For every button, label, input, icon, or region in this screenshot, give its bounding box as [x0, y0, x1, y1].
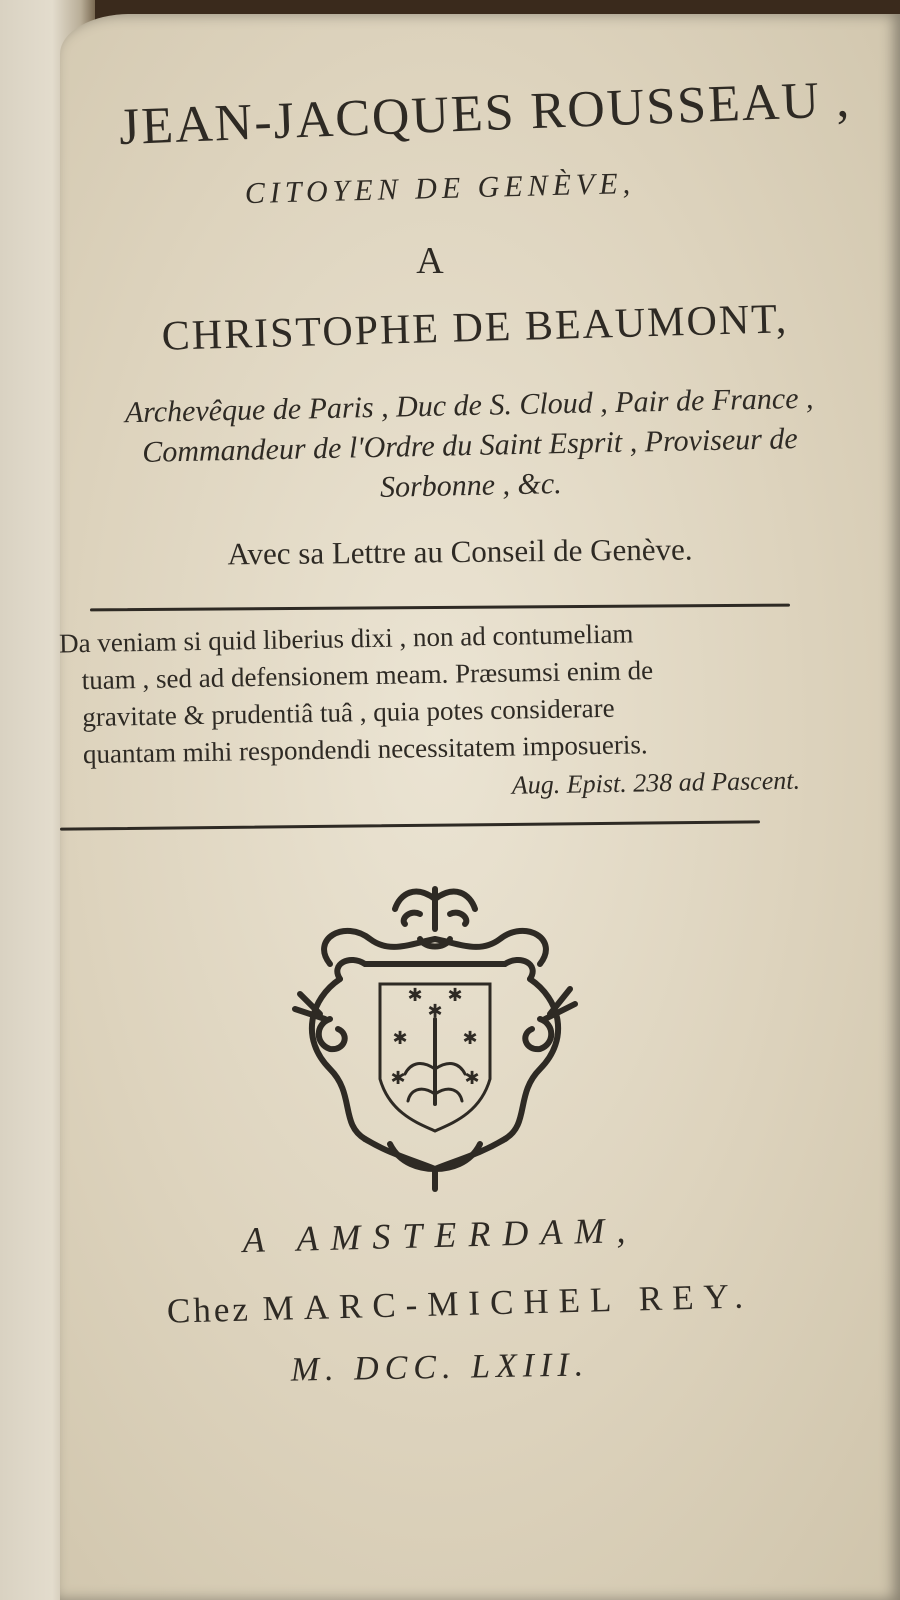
svg-text:✱: ✱ — [462, 1028, 478, 1049]
divider-rule-bottom — [60, 820, 760, 830]
svg-text:✱: ✱ — [407, 985, 423, 1006]
svg-text:✱: ✱ — [427, 1001, 443, 1022]
epigraph — [59, 613, 801, 774]
recipient-titles: Archevêque de Paris , Duc de S. Cloud , Pair de France , Commandeur de l'Ordre du Saint Esprit , Proviseur de Sorbonne , &c. — [124, 381, 814, 504]
svg-text:✱: ✱ — [447, 985, 463, 1006]
epigraph-citation: Aug. Epist. 238 ad Pascent. — [511, 765, 801, 800]
svg-text:✱: ✱ — [392, 1028, 408, 1049]
epigraph-line: gravitate & prudentiâ tuâ , quia potes considerare — [82, 692, 615, 733]
imprint-publisher-line — [90, 1274, 831, 1333]
recipient-name: CHRISTOPHE DE BEAUMONT, — [161, 296, 789, 360]
imprint-chez: Chez — [166, 1289, 252, 1331]
author-citizenship: CITOYEN DE GENÈVE, — [244, 166, 636, 211]
svg-text:✱: ✱ — [390, 1068, 406, 1089]
svg-text:✱: ✱ — [464, 1068, 480, 1089]
epigraph-line: quantam mihi respondendi necessitatem imposueris. — [82, 729, 648, 770]
subtitle-with-letter: Avec sa Lettre au Conseil de Genève. — [227, 531, 693, 572]
imprint-publisher: MARC-MICHEL REY. — [262, 1276, 754, 1329]
divider-rule-top — [90, 604, 790, 612]
imprint-date: M. DCC. LXIII. — [290, 1346, 590, 1389]
author-name: JEAN-JACQUES ROUSSEAU , — [118, 70, 852, 157]
printers-ornament-shield-icon — [270, 869, 600, 1199]
epigraph-line: tuam , sed ad defensionem meam. Præsumsi enim de — [81, 655, 654, 696]
imprint-place: A AMSTERDAM, — [242, 1209, 638, 1261]
preposition: A — [416, 240, 444, 282]
title-page — [60, 14, 900, 1600]
epigraph-line: Da veniam si quid liberius dixi , non ad contumeliam — [58, 618, 634, 659]
